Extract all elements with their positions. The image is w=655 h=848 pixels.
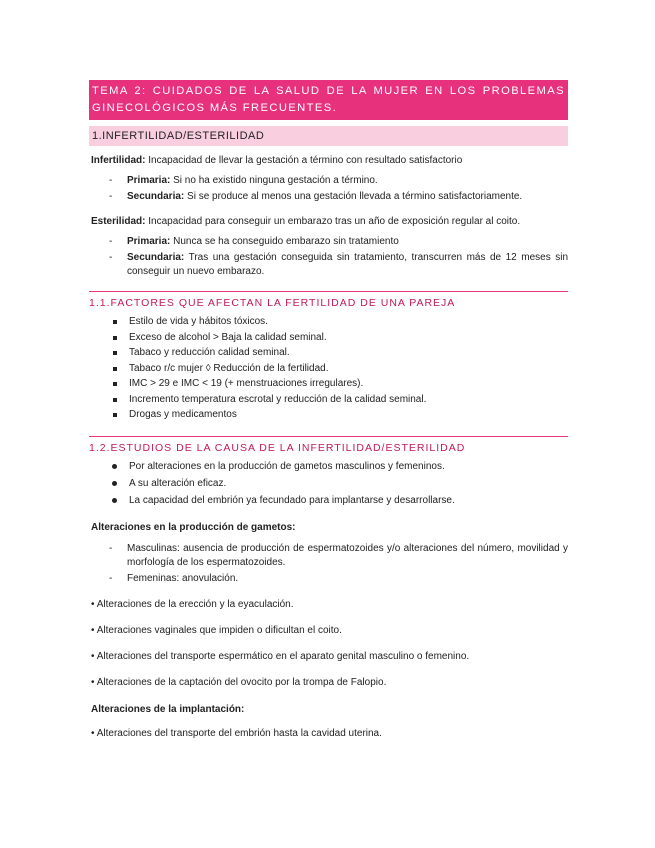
definition: Incapacidad de llevar la gestación a término con resultado satisfactorio xyxy=(145,155,463,166)
list-item: - Secundaria: Si se produce al menos una gestación llevada a término satisfactoriamente. xyxy=(109,191,523,202)
esterilidad-list xyxy=(89,235,568,279)
gametos-heading: Alteraciones en la producción de gametos: xyxy=(91,522,296,533)
list-item: Tabaco r/c mujer ◊ Reducción de la fertilidad. xyxy=(89,362,568,376)
list-item: - Masculinas: ausencia de producción de espermatozoides y/o alteraciones del número, movilidad y morfología de los espermatozoides. xyxy=(109,543,568,568)
infertilidad-list xyxy=(89,174,568,204)
list-item: Tabaco y reducción calidad seminal. xyxy=(89,346,568,360)
implantacion-heading: Alteraciones de la implantación: xyxy=(91,704,245,715)
paragraph: • Alteraciones de la captación del ovocito por la trompa de Falopio. xyxy=(91,677,387,688)
list-item: La capacidad del embrión ya fecundado para implantarse y desarrollarse. xyxy=(89,494,568,508)
document-title: TEMA 2: CUIDADOS DE LA SALUD DE LA MUJER EN LOS PROBLEMAS GINECOLÓGICOS MÁS FRECUENTES. xyxy=(89,80,568,120)
section-heading-infertilidad: 1.INFERTILIDAD/ESTERILIDAD xyxy=(89,126,568,146)
document-page xyxy=(89,80,568,741)
infertilidad-definition xyxy=(91,154,568,168)
paragraph: • Alteraciones de la erección y la eyaculación. xyxy=(91,599,294,610)
list-item: - Primaria: Si no ha existido ninguna gestación a término. xyxy=(109,175,378,186)
list-item: Por alteraciones en la producción de gametos masculinos y femeninos. xyxy=(89,460,568,474)
section-heading-estudios: 1.2.ESTUDIOS DE LA CAUSA DE LA INFERTILIDAD/ESTERILIDAD xyxy=(89,436,568,454)
definition: Incapacidad para conseguir un embarazo tras un año de exposición regular al coito. xyxy=(145,216,521,227)
list-item: - Secundaria: Tras una gestación conseguida sin tratamiento, transcurren más de 12 meses sin conseguir un nuevo embarazo. xyxy=(109,252,568,277)
gametos-list xyxy=(89,542,568,586)
list-item: Exceso de alcohol > Baja la calidad seminal. xyxy=(89,331,568,345)
term: Infertilidad: xyxy=(91,155,146,166)
section-heading-factores: 1.1.FACTORES QUE AFECTAN LA FERTILIDAD DE UNA PAREJA xyxy=(89,291,568,309)
list-item: - Femeninas: anovulación. xyxy=(109,573,239,584)
paragraph: • Alteraciones vaginales que impiden o dificultan el coito. xyxy=(91,625,342,636)
list-item: IMC > 29 e IMC < 19 (+ menstruaciones irregulares). xyxy=(89,377,568,391)
list-item: Drogas y medicamentos xyxy=(89,408,568,422)
term: Esterilidad: xyxy=(91,216,146,227)
estudios-list xyxy=(89,460,568,508)
list-item: Estilo de vida y hábitos tóxicos. xyxy=(89,315,568,329)
paragraph: • Alteraciones del transporte del embrión hasta la cavidad uterina. xyxy=(91,728,382,739)
list-item: Incremento temperatura escrotal y reducción de la calidad seminal. xyxy=(89,393,568,407)
esterilidad-definition xyxy=(91,215,568,229)
paragraph: • Alteraciones del transporte espermático en el aparato genital masculino o femenino. xyxy=(91,651,470,662)
list-item: A su alteración eficaz. xyxy=(89,477,568,491)
factores-list xyxy=(89,315,568,422)
list-item: - Primaria: Nunca se ha conseguido embarazo sin tratamiento xyxy=(109,236,399,247)
